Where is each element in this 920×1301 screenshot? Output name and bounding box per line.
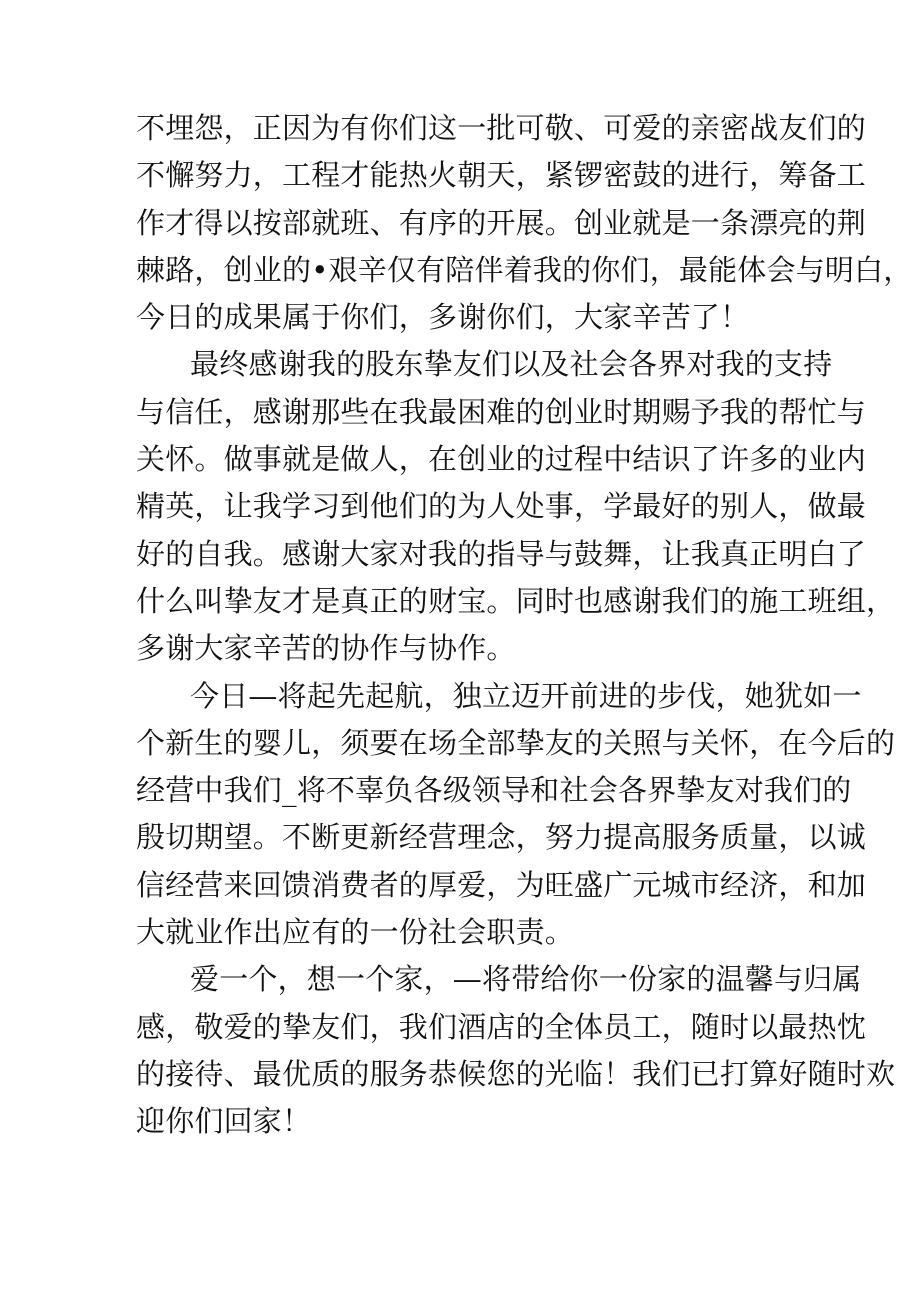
paragraph-4-line-4: 迎你们回家！ [136, 1104, 312, 1139]
paragraph-2-line-2: 与信任，感谢那些在我最困难的创业时期赐予我的帮忙与 [136, 394, 867, 429]
paragraph-3-line-5: 信经营来回馈消费者的厚爱，为旺盛广元城市经济，和加 [136, 867, 867, 902]
paragraph-1-line-3: 作才得以按部就班、有序的开展。创业就是一条漂亮的荆 [136, 205, 867, 240]
paragraph-3-line-6: 大就业作出应有的一份社会职责。 [136, 915, 575, 950]
paragraph-3-line-3: 经营中我们_将不辜负各级领导和社会各界挚友对我们的 [136, 773, 852, 808]
paragraph-4-line-3: 的接待、最优质的服务恭候您的光临！我们已打算好随时欢 [136, 1056, 896, 1091]
paragraph-1-line-2: 不懈努力，工程才能热火朝天，紧锣密鼓的进行，筹备工 [136, 158, 867, 193]
paragraph-3-line-1: 今日—将起先起航，独立迈开前进的步伐，她犹如一 [190, 678, 862, 713]
paragraph-2-line-6: 什么叫挚友才是真正的财宝。同时也感谢我们的施工班组， [136, 583, 896, 618]
paragraph-4-line-2: 感，敬爱的挚友们，我们酒店的全体员工，随时以最热忱 [136, 1009, 867, 1044]
paragraph-3-line-2: 个新生的婴儿，须要在场全部挚友的关照与关怀，在今后的 [136, 725, 896, 760]
paragraph-1-line-4: 棘路，创业的•艰辛仅有陪伴着我的你们，最能体会与明白， [136, 252, 913, 287]
paragraph-2-line-1: 最终感谢我的股东挚友们以及社会各界对我的支持 [190, 347, 833, 382]
paragraph-2-line-4: 精英，让我学习到他们的为人处事，学最好的别人，做最 [136, 489, 867, 524]
paragraph-4-line-1: 爱一个，想一个家，—将带给你一份家的温馨与归属 [190, 962, 862, 997]
paragraph-1-line-1: 不埋怨，正因为有你们这一批可敬、可爱的亲密战友们的 [136, 111, 867, 145]
paragraph-3-line-4: 殷切期望。不断更新经营理念，努力提高服务质量，以诚 [136, 820, 867, 855]
paragraph-2-line-3: 关怀。做事就是做人，在创业的过程中结识了许多的业内 [136, 442, 867, 477]
paragraph-1-line-5: 今日的成果属于你们，多谢你们，大家辛苦了！ [136, 300, 750, 335]
document-body [136, 105, 913, 1146]
paragraph-2-line-5: 好的自我。感谢大家对我的指导与鼓舞，让我真正明白了 [136, 536, 867, 571]
paragraph-2-line-7: 多谢大家辛苦的协作与协作。 [136, 631, 516, 666]
